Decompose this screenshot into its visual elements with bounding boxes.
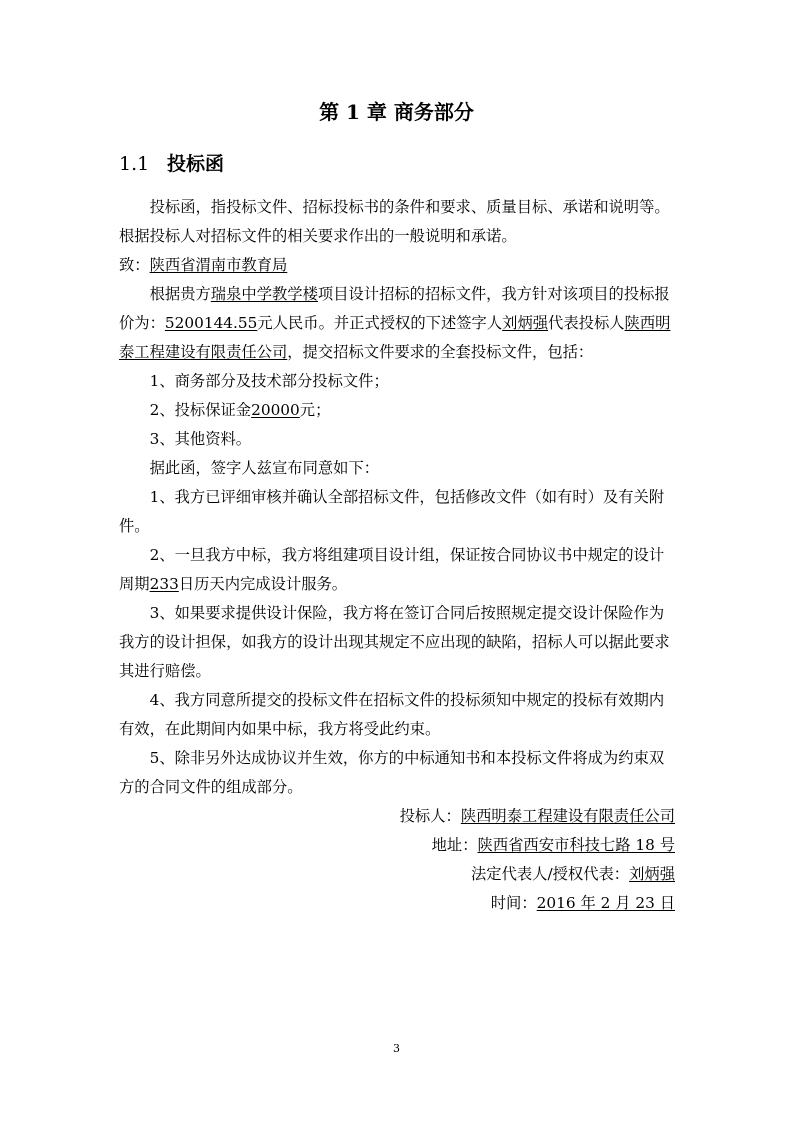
section-heading [119, 150, 224, 178]
deposit-amount: 20000 [251, 401, 300, 419]
section-title: 投标函 [167, 153, 225, 175]
bidder-label: 投标人： [399, 807, 461, 825]
representative-label: 法定代表人/授权代表： [470, 865, 630, 883]
date-value: 2016 年 2 月 23 日 [536, 894, 675, 912]
page-number: 3 [393, 1042, 400, 1055]
commitment-1: 1、我方已评细审核并确认全部招标文件，包括修改文件（如有时）及有关附件。 [119, 488, 665, 535]
intro-paragraph: 投标函，指投标文件、招标投标书的条件和要求、质量目标、承诺和说明等。根据投标人对招标文件的相关要求作出的一般说明和承诺。 [119, 198, 670, 245]
date-label: 时间： [490, 894, 537, 912]
company-name: 陕西明泰工程建设有限责任公司 [119, 314, 671, 361]
main-text-4: 代表投标人 [548, 314, 625, 332]
commitment-2-post: 日历天内完成设计服务。 [178, 575, 348, 593]
main-text-1: 根据贵方 [149, 285, 211, 303]
doc-item-3: 3、其他资料。 [149, 430, 252, 448]
letter-body [119, 193, 675, 918]
main-text-3: 元人民币。并正式授权的下述签字人 [257, 314, 503, 332]
date-line [119, 889, 675, 918]
project-name: 瑞泉中学教学楼 [210, 285, 318, 303]
salutation [119, 251, 675, 280]
recipient-name: 陕西省渭南市教育局 [149, 256, 288, 274]
doc-item-2-pre: 2、投标保证金 [149, 401, 252, 419]
chapter-title: 第 1 章 商务部分 [319, 100, 474, 124]
main-paragraph [119, 280, 675, 367]
doc-item-2 [119, 396, 675, 425]
representative-value: 刘炳强 [629, 865, 675, 883]
design-days: 233 [149, 575, 179, 593]
commitment-4: 4、我方同意所提交的投标文件在招标文件的投标须知中规定的投标有效期内有效，在此期间内如果中标，我方将受此约束。 [119, 691, 665, 738]
address-value: 陕西省西安市科技七路 18 号 [477, 836, 675, 854]
address-label: 地址： [431, 836, 478, 854]
bid-price: 5200144.55 [164, 314, 258, 332]
declare-intro: 据此函，签字人兹宣布同意如下： [149, 459, 380, 477]
commitment-3: 3、如果要求提供设计保险，我方将在签订合同后按照规定提交设计保险作为我方的设计担保，如我方的设计出现其规定不应出现的缺陷，招标人可以据此要求其进行赔偿。 [119, 604, 670, 680]
commitment-2 [119, 541, 675, 599]
commitment-5: 5、除非另外达成协议并生效，你方的中标通知书和本投标文件将成为约束双方的合同文件的组成部分。 [119, 749, 665, 796]
bidder-value: 陕西明泰工程建设有限责任公司 [460, 807, 675, 825]
bidder-line [119, 802, 675, 831]
doc-item-2-post: 元； [299, 401, 331, 419]
salutation-prefix: 致： [119, 256, 150, 274]
section-number: 1.1 [119, 153, 150, 175]
main-text-2: 项目设计招标的招标文件，我方针对该项目的投标报价为： [119, 285, 670, 332]
representative-line [119, 860, 675, 889]
address-line [119, 831, 675, 860]
doc-item-1: 1、商务部分及技术部分投标文件； [149, 372, 389, 390]
commitment-2-pre: 2、一旦我方中标，我方将组建项目设计组，保证按合同协议书中规定的设计周期 [119, 546, 665, 593]
main-text-5: ，提交招标文件要求的全套投标文件，包括： [287, 343, 594, 361]
signer-name: 刘炳强 [502, 314, 549, 332]
